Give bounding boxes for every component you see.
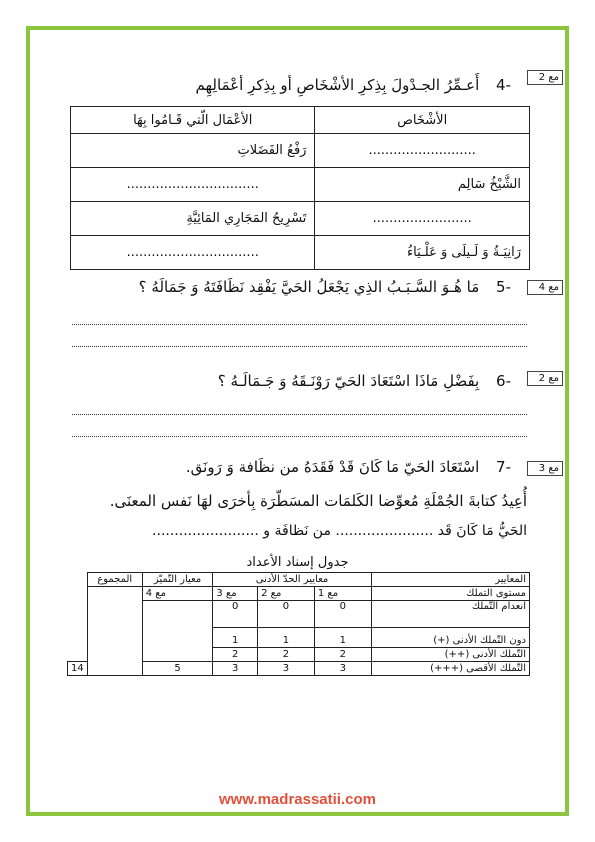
header-criteria: المعايير [371,573,529,587]
scoring-table [67,572,530,676]
table-cell[interactable]: ........................ [315,202,530,236]
score-cell: 1 [314,628,371,648]
question-4 [196,76,512,94]
answer-line[interactable] [72,310,527,325]
question-number: -5 [496,278,511,296]
answer-line[interactable] [72,400,527,415]
score-cell: 3 [258,662,315,676]
answer-line[interactable] [72,332,527,347]
col-criterion-1: مع 1 [314,587,371,601]
question-7 [186,458,511,476]
question-number: -6 [496,372,511,390]
header-excellence: معيار التّميّز [142,573,213,587]
score-cell: 3 [314,662,371,676]
header-level: مستوى التملك [371,587,529,601]
question-number: -7 [496,458,511,476]
question-text: اسْتَعَادَ الحَيّ مَا كَانَ قَدْ فَقَدَهُ من نظَافة وَ رَونَق. [185,458,480,476]
score-cell: 0 [258,601,315,628]
question-7-instruction: أُعِيدُ كتابةَ الجُمْلَةِ مُعوِّضا الكَلمَات المسَطّرَة بِأخرَى لهَا نَفس المعنَى. [109,492,527,510]
table-cell[interactable]: ................................ [71,168,315,202]
header-min-criteria: معايير الحدّ الأدنى [213,573,371,587]
table-cell: الشَّيْخُ سَالِم [315,168,530,202]
level-label: التّملك الأدنى (++) [371,648,529,662]
score-cell: 2 [258,648,315,662]
question-5 [139,278,511,296]
score-cell: 0 [314,601,371,628]
level-label: انعدام التّملك [371,601,529,628]
score-cell: 1 [258,628,315,648]
people-works-table [70,106,530,270]
total-cell [87,587,142,676]
table-cell[interactable]: ................................ [71,236,315,270]
score-cell: 3 [213,662,258,676]
question-text: أَعـمِّرُ الجـدْولَ بِذِكرِ الأشْخَاصِ أو بِذِكرِ أعْمَالِهِم [195,76,480,94]
col-criterion-3: مع 3 [213,587,258,601]
excellence-cell [142,601,213,662]
question-7-fill-line[interactable]: الحَيُّ مَا كَانَ قَد ...................... من نَظافَة و ........................ [152,523,527,539]
level-label: دون التّملك الأدنى (+) [371,628,529,648]
level-label: التّملك الأقصى (+++) [371,662,529,676]
score-cell: 0 [213,601,258,628]
question-6 [218,372,511,390]
scoring-table-caption: جدول إسناد الأعداد [246,555,349,570]
table-cell: رَفْعُ الفَضَلاتِ [71,134,315,168]
score-cell: 2 [314,648,371,662]
question-text: بِفَضْلِ مَاذَا اسْتَعَادَ الحَيّ رَوْنَـقَهُ وَ جَـمَالَـهُ ؟ [217,372,480,390]
score-cell: 5 [142,662,213,676]
col-criterion-2: مع 2 [258,587,315,601]
score-cell: 2 [213,648,258,662]
question-number: -4 [496,76,511,94]
col-criterion-4: مع 4 [142,587,213,601]
criterion-tag-q6: مع 2 [527,371,563,386]
total-score: 14 [68,662,88,676]
answer-line[interactable] [72,422,527,437]
criterion-tag-q5: مع 4 [527,280,563,295]
score-cell: 1 [213,628,258,648]
header-works: الأعْمَال الّتي قَـامُوا بِهَا [71,107,315,134]
table-cell[interactable]: .......................... [315,134,530,168]
criterion-tag-q7: مع 3 [527,461,563,476]
header-people: الأشْخَاص [315,107,530,134]
table-cell: تَسْرِيحُ المَجَارِي المَائِيَّةِ [71,202,315,236]
criterion-tag-q4: مع 2 [527,70,563,85]
question-text: مَا هُـوَ السَّـبَـبُ الذِي يَجْعَلُ الحَيَّ يَفْقِد نَظَافَتَهُ وَ جَمَالَهُ ؟ [138,278,480,296]
website-footer[interactable]: www.madrassatii.com [218,791,376,808]
header-total: المجموع [87,573,142,587]
table-cell: رَانِيَـةُ وَ لَـيلَى وَ عَلْـيَاءُ [315,236,530,270]
